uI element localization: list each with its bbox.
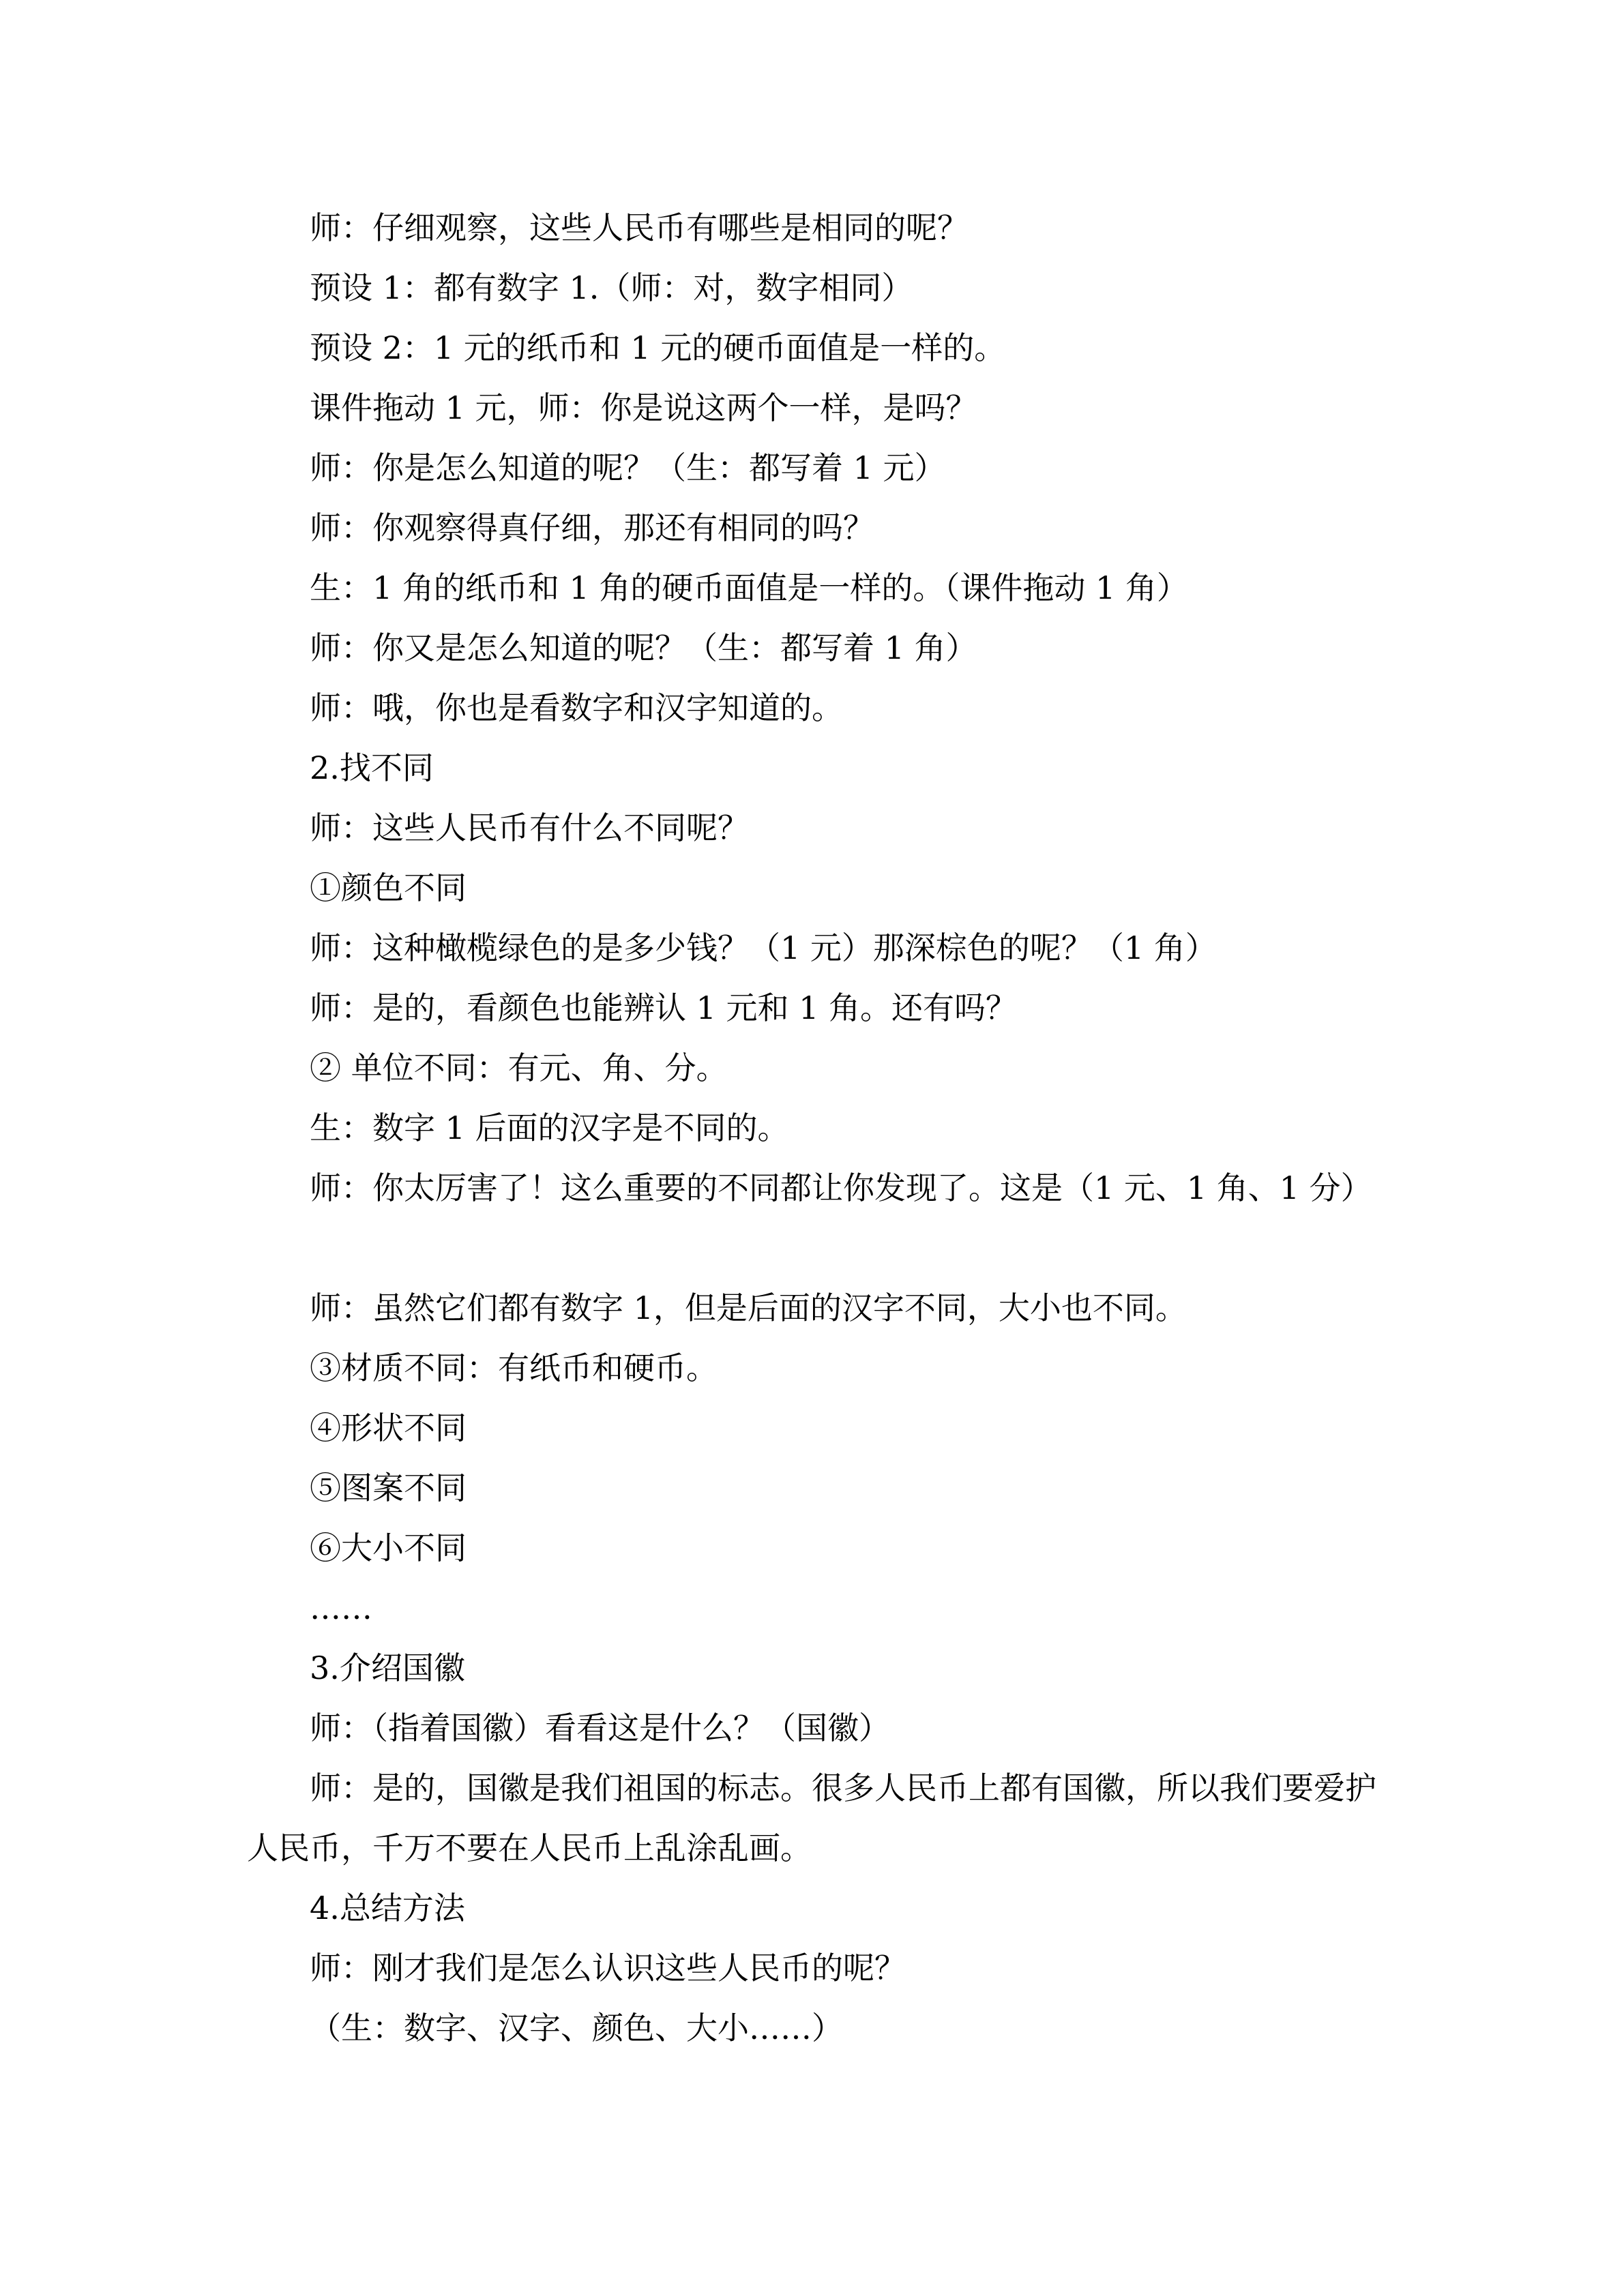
list-item: ⑥大小不同 [310,1530,467,1566]
list-item: ② 单位不同：有元、角、分。 [310,1049,728,1086]
section-heading: 2.找不同 [310,749,434,786]
paragraph: 预设 2：1 元的纸币和 1 元的硬币面值是一样的。 [310,329,1006,366]
paragraph: 师：你观察得真仔细，那还有相同的吗？ [310,509,874,546]
paragraph: 生：1 角的纸币和 1 角的硬币面值是一样的。（课件拖动 1 角） [310,569,1188,606]
paragraph: 预设 1：都有数字 1.（师：对，数字相同） [310,269,913,306]
list-item: ⑤图案不同 [310,1470,467,1506]
paragraph: 师：（指着国徽）看看这是什么？（国徽） [310,1710,890,1746]
paragraph: 师：这些人民币有什么不同呢？ [310,809,749,846]
paragraph: 师：这种橄榄绿色的是多少钱？（1 元）那深棕色的呢？（1 角） [310,929,1217,966]
paragraph: 师：是的，国徽是我们祖国的标志。很多人民币上都有国徽，所以我们要爱护人民币，千万不要在人民币上乱涂乱画。 [247,1770,1376,1866]
ellipsis: …… [310,1590,372,1626]
document-body [247,198,1379,2058]
paragraph: 师：你又是怎么知道的呢？（生：都写着 1 角） [310,629,977,666]
paragraph: 师：刚才我们是怎么认识这些人民币的呢？ [310,1950,906,1986]
paragraph: 师：哦，你也是看数字和汉字知道的。 [310,689,843,726]
list-item: ①颜色不同 [310,869,467,906]
section-heading: 3.介绍国徽 [310,1650,465,1686]
paragraph: 师：仔细观察，这些人民币有哪些是相同的呢？ [310,209,969,246]
paragraph: （生：数字、汉字、颜色、大小……） [310,2010,843,2046]
list-item: ③材质不同：有纸币和硬币。 [310,1350,718,1386]
paragraph: 生：数字 1 后面的汉字是不同的。 [310,1109,789,1146]
paragraph: 师：你太厉害了！这么重要的不同都让你发现了。这是（1 元、1 角、1 分） [310,1169,1372,1206]
paragraph: 师：你是怎么知道的呢？（生：都写着 1 元） [310,449,946,486]
paragraph: 课件拖动 1 元，师：你是说这两个一样，是吗？ [310,389,977,426]
list-item: ④形状不同 [310,1410,467,1446]
paragraph: 师：是的，看颜色也能辨认 1 元和 1 角。还有吗？ [310,989,1018,1026]
section-heading: 4.总结方法 [310,1890,465,1926]
paragraph: 师：虽然它们都有数字 1，但是后面的汉字不同，大小也不同。 [310,1289,1187,1326]
